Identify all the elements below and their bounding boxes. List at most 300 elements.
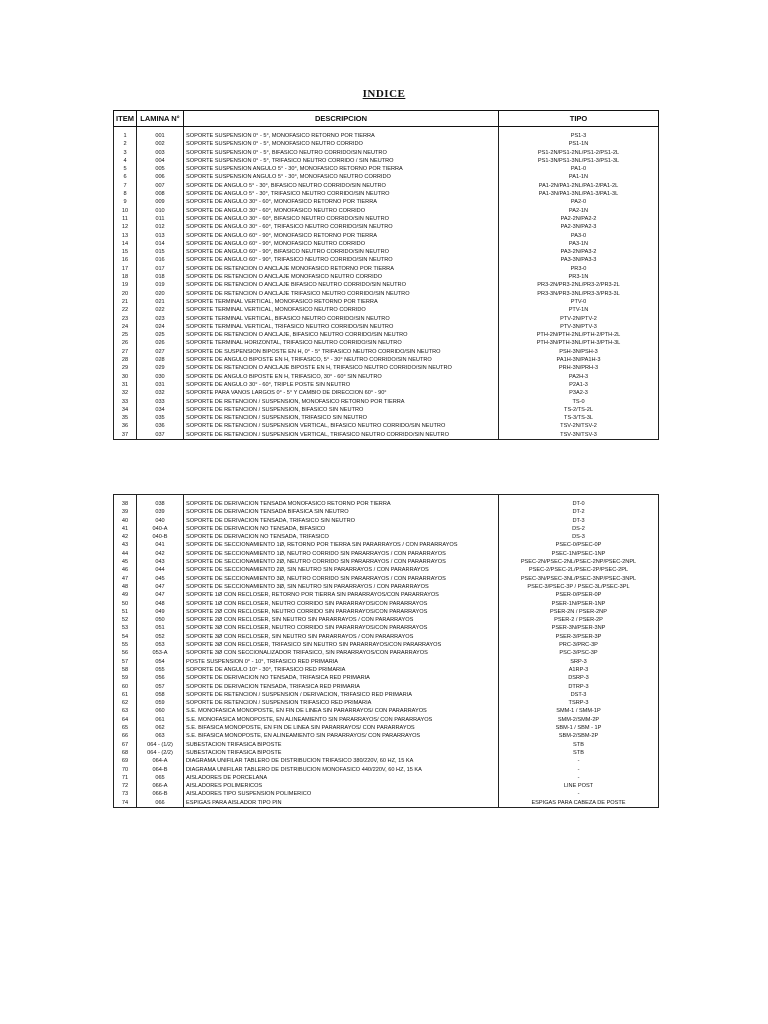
cell-descripcion: AISLADORES TIPO SUSPENSION POLIMERICO xyxy=(184,790,499,798)
cell-item: 24 xyxy=(114,323,137,331)
cell-tipo: PTH-3N/PTH-3NL/PTH-3/PTH-3L xyxy=(499,339,659,347)
table-row xyxy=(114,422,659,430)
cell-descripcion: SOPORTE TERMINAL VERTICAL, MONOFASICO RETORNO POR TIERRA xyxy=(184,298,499,306)
cell-lamina: 064 - (1/2) xyxy=(137,741,184,749)
cell-tipo: PRH-3N/PRH-3 xyxy=(499,364,659,372)
table-row xyxy=(114,414,659,422)
cell-item: 46 xyxy=(114,566,137,574)
cell-lamina: 006 xyxy=(137,173,184,181)
cell-lamina: 036 xyxy=(137,422,184,430)
table-row xyxy=(114,290,659,298)
cell-item: 28 xyxy=(114,356,137,364)
table-header-row xyxy=(114,111,659,127)
table-row xyxy=(114,699,659,707)
cell-descripcion: SOPORTE DE ANGULO 60° - 90°, TRIFASICO NEUTRO CORRIDO/SIN NEUTRO xyxy=(184,256,499,264)
cell-lamina: 027 xyxy=(137,348,184,356)
cell-item: 38 xyxy=(114,500,137,508)
cell-tipo: TSV-3N/TSV-3 xyxy=(499,431,659,440)
cell-descripcion: SOPORTE 1Ø CON RECLOSER, NEUTRO CORRIDO SIN PARARRAYOS/CON PARARRAYOS xyxy=(184,600,499,608)
header-descripcion: DESCRIPCION xyxy=(184,111,499,127)
cell-lamina: 047 xyxy=(137,583,184,591)
cell-item: 20 xyxy=(114,290,137,298)
cell-item: 58 xyxy=(114,666,137,674)
cell-tipo: PSER-2 / PSER-2P xyxy=(499,616,659,624)
cell-tipo: SBM-2/SBM-2P xyxy=(499,732,659,740)
cell-item: 63 xyxy=(114,707,137,715)
cell-descripcion: SOPORTE 3Ø CON RECLOSER, NEUTRO CORRIDO SIN PARARRAYOS/CON PARARRAYOS xyxy=(184,624,499,632)
cell-descripcion: ESPIGAS PARA AISLADOR TIPO PIN xyxy=(184,799,499,808)
cell-item: 44 xyxy=(114,550,137,558)
cell-item: 66 xyxy=(114,732,137,740)
cell-item: 35 xyxy=(114,414,137,422)
table-row xyxy=(114,566,659,574)
cell-descripcion: SOPORTE DE RETENCION O ANCLAJE MONOFASICO RETORNO POR TIERRA xyxy=(184,265,499,273)
table-row xyxy=(114,707,659,715)
cell-tipo: PSER-3/PSER-3P xyxy=(499,633,659,641)
cell-tipo: PSER-1N/PSER-1NP xyxy=(499,600,659,608)
table-row xyxy=(114,683,659,691)
cell-tipo: PA1-2N/PA1-2NL/PA1-2/PA1-2L xyxy=(499,182,659,190)
cell-tipo: PA2H-3 xyxy=(499,373,659,381)
table-row xyxy=(114,157,659,165)
cell-item: 65 xyxy=(114,724,137,732)
table-row xyxy=(114,132,659,140)
table-row xyxy=(114,716,659,724)
cell-lamina: 015 xyxy=(137,248,184,256)
table-row xyxy=(114,331,659,339)
cell-item: 16 xyxy=(114,256,137,264)
cell-lamina: 005 xyxy=(137,165,184,173)
table-row xyxy=(114,517,659,525)
cell-item: 19 xyxy=(114,281,137,289)
cell-item: 69 xyxy=(114,757,137,765)
cell-tipo: PTV-1N xyxy=(499,306,659,314)
cell-item: 7 xyxy=(114,182,137,190)
cell-lamina: 010 xyxy=(137,207,184,215)
cell-lamina: 053 xyxy=(137,641,184,649)
table-row xyxy=(114,207,659,215)
cell-lamina: 003 xyxy=(137,149,184,157)
cell-lamina: 064-A xyxy=(137,757,184,765)
cell-item: 56 xyxy=(114,649,137,657)
cell-lamina: 066-B xyxy=(137,790,184,798)
cell-lamina: 014 xyxy=(137,240,184,248)
cell-tipo: PA1H-3N/PA1H-3 xyxy=(499,356,659,364)
cell-descripcion: SOPORTE DE SECCIONAMIENTO 1Ø, RETORNO POR TIERRA SIN PARARRAYOS / CON PARARRAYOS xyxy=(184,541,499,549)
cell-item: 12 xyxy=(114,223,137,231)
cell-descripcion: S.E. MONOFASICA MONOPOSTE, EN ALINEAMIENTO SIN PARARRAYOS/ CON PARARRAYOS xyxy=(184,716,499,724)
table-row xyxy=(114,525,659,533)
cell-lamina: 024 xyxy=(137,323,184,331)
cell-descripcion: SOPORTE DE ANGULO 30° - 60°, TRIFASICO NEUTRO CORRIDO/SIN NEUTRO xyxy=(184,223,499,231)
table-row xyxy=(114,315,659,323)
cell-descripcion: SOPORTE DE RETENCION O ANCLAJE BIFASICO NEUTRO CORRIDO/SIN NEUTRO xyxy=(184,281,499,289)
cell-descripcion: SOPORTE DE RETENCION / SUSPENSION VERTICAL, BIFASICO NEUTRO CORRIDO/SIN NEUTRO xyxy=(184,422,499,430)
cell-tipo: TS-3/TS-3L xyxy=(499,414,659,422)
cell-lamina: 018 xyxy=(137,273,184,281)
table-row xyxy=(114,757,659,765)
cell-descripcion: SOPORTE DE DERIVACION NO TENSADA, TRIFASICA RED PRIMARIA xyxy=(184,674,499,682)
table-row xyxy=(114,339,659,347)
cell-tipo: TS-2/TS-2L xyxy=(499,406,659,414)
cell-tipo: PTV-2N/PTV-2 xyxy=(499,315,659,323)
table-row xyxy=(114,356,659,364)
cell-lamina: 019 xyxy=(137,281,184,289)
table-row xyxy=(114,741,659,749)
index-table-part-2 xyxy=(113,494,659,808)
cell-descripcion: SOPORTE TERMINAL VERTICAL, BIFASICO NEUTRO CORRIDO/SIN NEUTRO xyxy=(184,315,499,323)
cell-tipo: PRC-3/PRC-3P xyxy=(499,641,659,649)
table-row xyxy=(114,782,659,790)
cell-lamina: 038 xyxy=(137,500,184,508)
cell-descripcion: SUBESTACION TRIFASICA BIPOSTE xyxy=(184,749,499,757)
table-row xyxy=(114,658,659,666)
cell-tipo: PSER-3N/PSER-3NP xyxy=(499,624,659,632)
table-row xyxy=(114,674,659,682)
cell-tipo: PR3-3N/PR3-3NL/PR3-3/PR3-3L xyxy=(499,290,659,298)
cell-lamina: 023 xyxy=(137,315,184,323)
cell-item: 2 xyxy=(114,140,137,148)
cell-lamina: 060 xyxy=(137,707,184,715)
table-row xyxy=(114,232,659,240)
cell-lamina: 049 xyxy=(137,608,184,616)
cell-item: 33 xyxy=(114,398,137,406)
cell-descripcion: SOPORTE SUSPENSION 0° - 5°, MONOFASICO NEUTRO CORRIDO xyxy=(184,140,499,148)
cell-descripcion: SOPORTE SUSPENSION 0° - 5°, MONOFASICO RETORNO POR TIERRA xyxy=(184,132,499,140)
cell-item: 26 xyxy=(114,339,137,347)
cell-lamina: 063 xyxy=(137,732,184,740)
cell-lamina: 064-B xyxy=(137,766,184,774)
cell-descripcion: SOPORTE 1Ø CON RECLOSER, RETORNO POR TIERRA SIN PARARRAYOS/CON PARARRAYOS xyxy=(184,591,499,599)
cell-tipo: PR3-1N xyxy=(499,273,659,281)
cell-tipo: PA3-2N/PA3-2 xyxy=(499,248,659,256)
cell-item: 54 xyxy=(114,633,137,641)
cell-item: 29 xyxy=(114,364,137,372)
cell-tipo: PA1-3N/PA1-3NL/PA1-3/PA1-3L xyxy=(499,190,659,198)
cell-item: 22 xyxy=(114,306,137,314)
table-row xyxy=(114,608,659,616)
cell-lamina: 017 xyxy=(137,265,184,273)
cell-descripcion: SOPORTE DE DERIVACION NO TENSADA, TRIFASICO xyxy=(184,533,499,541)
cell-tipo: PA2-1N xyxy=(499,207,659,215)
cell-item: 72 xyxy=(114,782,137,790)
cell-lamina: 059 xyxy=(137,699,184,707)
cell-item: 45 xyxy=(114,558,137,566)
table-row xyxy=(114,558,659,566)
table-row xyxy=(114,256,659,264)
table-row xyxy=(114,140,659,148)
cell-descripcion: SOPORTE PARA VANOS LARGOS 0° - 5° Y CAMBIO DE DIRECCION 60° - 90° xyxy=(184,389,499,397)
cell-tipo: PA2-0 xyxy=(499,198,659,206)
cell-descripcion: SOPORTE DE SECCIONAMIENTO 3Ø, SIN NEUTRO SIN PARARRAYOS / CON PARARRAYOS xyxy=(184,583,499,591)
cell-descripcion: SOPORTE DE SECCIONAMIENTO 2Ø, SIN NEUTRO SIN PARARRAYOS / CON PARARRAYOS xyxy=(184,566,499,574)
cell-descripcion: SOPORTE DE ANGULO 60° - 90°, BIFASICO NEUTRO CORRIDO/SIN NEUTRO xyxy=(184,248,499,256)
cell-descripcion: SOPORTE DE RETENCION O ANCLAJE, BIFASICO NEUTRO CORRIDO/SIN NEUTRO xyxy=(184,331,499,339)
table-row xyxy=(114,591,659,599)
table-row xyxy=(114,766,659,774)
cell-descripcion: SOPORTE DE ANGULO 30° - 60°, MONOFASICO RETORNO POR TIERRA xyxy=(184,198,499,206)
cell-tipo: LINE POST xyxy=(499,782,659,790)
cell-lamina: 047 xyxy=(137,591,184,599)
table-row xyxy=(114,149,659,157)
cell-lamina: 050 xyxy=(137,616,184,624)
table-row xyxy=(114,306,659,314)
cell-item: 52 xyxy=(114,616,137,624)
cell-lamina: 037 xyxy=(137,431,184,440)
cell-item: 18 xyxy=(114,273,137,281)
cell-descripcion: SOPORTE DE SECCIONAMIENTO 2Ø, NEUTRO CORRIDO SIN PARARRAYOS / CON PARARRAYOS xyxy=(184,558,499,566)
cell-item: 21 xyxy=(114,298,137,306)
cell-tipo: SMM-2/SMM-2P xyxy=(499,716,659,724)
cell-descripcion: SOPORTE DE DERIVACION TENSADA MONOFASICO RETORNO POR TIERRA xyxy=(184,500,499,508)
header-item: ITEM xyxy=(114,111,137,127)
cell-lamina: 052 xyxy=(137,633,184,641)
table-row xyxy=(114,182,659,190)
cell-item: 23 xyxy=(114,315,137,323)
cell-item: 3 xyxy=(114,149,137,157)
cell-lamina: 030 xyxy=(137,373,184,381)
cell-tipo: - xyxy=(499,757,659,765)
cell-tipo: PA1-1N xyxy=(499,173,659,181)
cell-tipo: STB xyxy=(499,749,659,757)
table-row xyxy=(114,616,659,624)
cell-descripcion: SOPORTE DE ANGULO 10° - 30°, TRIFASICO RED PRIMARIA xyxy=(184,666,499,674)
table-row xyxy=(114,248,659,256)
cell-tipo: PSEC-0/PSEC-0P xyxy=(499,541,659,549)
cell-descripcion: SOPORTE DE ANGULO 60° - 90°, MONOFASICO RETORNO POR TIERRA xyxy=(184,232,499,240)
cell-lamina: 040-B xyxy=(137,533,184,541)
cell-descripcion: SOPORTE DE RETENCION O ANCLAJE TRIFASICO NEUTRO CORRIDO/SIN NEUTRO xyxy=(184,290,499,298)
cell-descripcion: POSTE SUSPENSION 0° - 10°, TRIFASICO RED PRIMARIA xyxy=(184,658,499,666)
cell-item: 9 xyxy=(114,198,137,206)
page-title: INDICE xyxy=(362,88,406,100)
cell-descripcion: SOPORTE DE ANGULO 5° - 30°, BIFASICO NEUTRO CORRIDO/SIN NEUTRO xyxy=(184,182,499,190)
table-row xyxy=(114,583,659,591)
cell-item: 15 xyxy=(114,248,137,256)
table-row xyxy=(114,691,659,699)
cell-lamina: 040-A xyxy=(137,525,184,533)
index-table-part-1 xyxy=(113,110,659,440)
header-lamina: LAMINA N° xyxy=(137,111,184,127)
cell-item: 43 xyxy=(114,541,137,549)
cell-item: 47 xyxy=(114,575,137,583)
cell-tipo: PSH-3N/PSH-3 xyxy=(499,348,659,356)
cell-tipo: SRP-3 xyxy=(499,658,659,666)
cell-lamina: 044 xyxy=(137,566,184,574)
cell-item: 31 xyxy=(114,381,137,389)
cell-item: 74 xyxy=(114,799,137,808)
cell-descripcion: SOPORTE DE SUSPENSION BIPOSTE EN H, 0° - 5° TRIFASICO NEUTRO CORRIDO/SIN NEUTRO xyxy=(184,348,499,356)
cell-tipo: DT-2 xyxy=(499,508,659,516)
cell-item: 34 xyxy=(114,406,137,414)
cell-tipo: DSRP-3 xyxy=(499,674,659,682)
table-row xyxy=(114,323,659,331)
cell-descripcion: SOPORTE DE DERIVACION TENSADA, TRIFASICO SIN NEUTRO xyxy=(184,517,499,525)
cell-descripcion: DIAGRAMA UNIFILAR TABLERO DE DISTRIBUCION TRIFASICO 380/220V, 60 HZ, 15 KA xyxy=(184,757,499,765)
cell-lamina: 007 xyxy=(137,182,184,190)
cell-descripcion: S.E. BIFASICA MONOPOSTE, EN FIN DE LINEA SIN PARARRAYOS/ CON PARARRAYOS xyxy=(184,724,499,732)
cell-descripcion: SOPORTE DE RETENCION / SUSPENSION, TRIFASICO SIN NEUTRO xyxy=(184,414,499,422)
table-row xyxy=(114,389,659,397)
table-row xyxy=(114,649,659,657)
cell-descripcion: SOPORTE DE RETENCION / SUSPENSION VERTICAL, TRIFASICO NEUTRO CORRIDO/SIN NEUTRO xyxy=(184,431,499,440)
table-row xyxy=(114,666,659,674)
cell-lamina: 062 xyxy=(137,724,184,732)
cell-descripcion: SOPORTE 3Ø CON RECLOSER, SIN NEUTRO SIN PARARRAYOS / CON PARARRAYOS xyxy=(184,633,499,641)
cell-tipo: P2A1-3 xyxy=(499,381,659,389)
cell-lamina: 012 xyxy=(137,223,184,231)
table-row xyxy=(114,641,659,649)
cell-tipo: SMM-1 / SMM-1P xyxy=(499,707,659,715)
cell-tipo: PSER-0/PSER-0P xyxy=(499,591,659,599)
table-row xyxy=(114,533,659,541)
cell-tipo: SBM-1 / SBM - 1P xyxy=(499,724,659,732)
cell-tipo: PTH-2N/PTH-2NL/PTH-2/PTH-2L xyxy=(499,331,659,339)
cell-descripcion: SOPORTE 3Ø CON RECLOSER, TRIFASICO SIN NEUTRO SIN PARARRAYOS/CON PARARRAYOS xyxy=(184,641,499,649)
cell-descripcion: SUBESTACION TRIFASICA BIPOSTE xyxy=(184,741,499,749)
table-row xyxy=(114,265,659,273)
cell-descripcion: SOPORTE DE SECCIONAMIENTO 1Ø, NEUTRO CORRIDO SIN PARARRAYOS / CON PARARRAYOS xyxy=(184,550,499,558)
cell-descripcion: SOPORTE SUSPENSION 0° - 5°, TRIFASICO NEUTRO CORRIDO / SIN NEUTRO xyxy=(184,157,499,165)
cell-tipo: PSEC-2/PSEC-2L/PSEC-2P/PSEC-2PL xyxy=(499,566,659,574)
cell-descripcion: SOPORTE DE RETENCION / SUSPENSION / DERIVACION, TRIFASICO RED PRIMARIA xyxy=(184,691,499,699)
cell-lamina: 054 xyxy=(137,658,184,666)
cell-item: 30 xyxy=(114,373,137,381)
cell-tipo: DS-3 xyxy=(499,533,659,541)
cell-descripcion: S.E. MONOFASICA MONOPOSTE, EN FIN DE LINEA SIN PARARRAYOS/ CON PARARRAYOS xyxy=(184,707,499,715)
table-row xyxy=(114,749,659,757)
cell-descripcion: SOPORTE DE DERIVACION TENSADA, TRIFASICA RED PRIMARIA xyxy=(184,683,499,691)
cell-tipo: PR3-2N/PR3-2NL/PR3-2/PR3-2L xyxy=(499,281,659,289)
table-row xyxy=(114,724,659,732)
cell-tipo: PSEC-3N/PSEC-3NL/PSEC-3NP/PSEC-3NPL xyxy=(499,575,659,583)
cell-tipo: DT-0 xyxy=(499,500,659,508)
cell-descripcion: SOPORTE DE ANGULO 5° - 30°, TRIFASICO NEUTRO CORRIDO/SIN NEUTRO xyxy=(184,190,499,198)
cell-item: 55 xyxy=(114,641,137,649)
table-row xyxy=(114,198,659,206)
cell-item: 1 xyxy=(114,132,137,140)
cell-tipo: PS1-3N/PS1-3NL/PS1-3/PS1-3L xyxy=(499,157,659,165)
cell-lamina: 065 xyxy=(137,774,184,782)
cell-descripcion: SOPORTE SUSPENSION 0° - 5°, BIFASICO NEUTRO CORRIDO/SIN NEUTRO xyxy=(184,149,499,157)
cell-tipo: PA2-2N/PA2-2 xyxy=(499,215,659,223)
cell-item: 62 xyxy=(114,699,137,707)
cell-descripcion: SOPORTE 2Ø CON RECLOSER, NEUTRO CORRIDO SIN PARARRAYOS/CON PARARRAYOS xyxy=(184,608,499,616)
cell-tipo: - xyxy=(499,766,659,774)
cell-item: 8 xyxy=(114,190,137,198)
cell-item: 50 xyxy=(114,600,137,608)
cell-item: 11 xyxy=(114,215,137,223)
cell-lamina: 039 xyxy=(137,508,184,516)
cell-item: 4 xyxy=(114,157,137,165)
table-row xyxy=(114,273,659,281)
cell-item: 73 xyxy=(114,790,137,798)
cell-descripcion: SOPORTE DE ANGULO 30° - 60°, MONOFASICO NEUTRO CORRIDO xyxy=(184,207,499,215)
cell-item: 13 xyxy=(114,232,137,240)
cell-descripcion: SOPORTE DE RETENCION / SUSPENSION TRIFASICO RED PRIMARIA xyxy=(184,699,499,707)
cell-lamina: 022 xyxy=(137,306,184,314)
cell-descripcion: SOPORTE DE SECCIONAMIENTO 3Ø, NEUTRO CORRIDO SIN PARARRAYOS / CON PARARRAYOS xyxy=(184,575,499,583)
cell-descripcion: SOPORTE DE ANGULO BIPOSTE EN H, TRIFASICO, 5° - 30° NEUTRO CORRIDO/SIN NEUTRO xyxy=(184,356,499,364)
cell-descripcion: SOPORTE DE RETENCION O ANCLAJE BIPOSTE EN H, TRIFASICO NEUTRO CORRIDO/SIN NEUTRO xyxy=(184,364,499,372)
cell-item: 49 xyxy=(114,591,137,599)
table-row xyxy=(114,240,659,248)
cell-item: 10 xyxy=(114,207,137,215)
cell-lamina: 066-A xyxy=(137,782,184,790)
cell-tipo: - xyxy=(499,774,659,782)
cell-descripcion: DIAGRAMA UNIFILAR TABLERO DE DISTRIBUCION MONOFASICO 440/220V, 60 HZ, 15 KA xyxy=(184,766,499,774)
table-row xyxy=(114,799,659,808)
table-row xyxy=(114,633,659,641)
cell-tipo: PSEC-3/PSEC-3P / PSEC-3L/PSEC-3PL xyxy=(499,583,659,591)
cell-descripcion: SOPORTE TERMINAL HORIZONTAL, TRIFASICO NEUTRO CORRIDO/SIN NEUTRO xyxy=(184,339,499,347)
cell-tipo: ESPIGAS PARA CABEZA DE POSTE xyxy=(499,799,659,808)
cell-lamina: 001 xyxy=(137,132,184,140)
cell-lamina: 016 xyxy=(137,256,184,264)
cell-lamina: 064 - (2/2) xyxy=(137,749,184,757)
cell-tipo: PTV-0 xyxy=(499,298,659,306)
cell-lamina: 004 xyxy=(137,157,184,165)
cell-lamina: 058 xyxy=(137,691,184,699)
cell-item: 41 xyxy=(114,525,137,533)
table-row xyxy=(114,790,659,798)
cell-lamina: 066 xyxy=(137,799,184,808)
cell-tipo: PSEC-1N/PSEC-1NP xyxy=(499,550,659,558)
cell-item: 48 xyxy=(114,583,137,591)
cell-item: 40 xyxy=(114,517,137,525)
cell-lamina: 043 xyxy=(137,558,184,566)
cell-tipo: DST-3 xyxy=(499,691,659,699)
cell-descripcion: SOPORTE TERMINAL VERTICAL, MONOFASICO NEUTRO CORRIDO xyxy=(184,306,499,314)
cell-descripcion: AISLADORES POLIMERICOS xyxy=(184,782,499,790)
table-row xyxy=(114,406,659,414)
cell-lamina: 040 xyxy=(137,517,184,525)
cell-lamina: 057 xyxy=(137,683,184,691)
cell-lamina: 033 xyxy=(137,398,184,406)
cell-tipo: DTRP-3 xyxy=(499,683,659,691)
cell-item: 36 xyxy=(114,422,137,430)
table-row xyxy=(114,173,659,181)
cell-item: 5 xyxy=(114,165,137,173)
cell-item: 60 xyxy=(114,683,137,691)
cell-lamina: 042 xyxy=(137,550,184,558)
cell-descripcion: SOPORTE DE ANGULO 30° - 60°, BIFASICO NEUTRO CORRIDO/SIN NEUTRO xyxy=(184,215,499,223)
cell-item: 70 xyxy=(114,766,137,774)
cell-descripcion: SOPORTE SUSPENSION ANGULO 5° - 30°, MONOFASICO RETORNO POR TIERRA xyxy=(184,165,499,173)
cell-tipo: PA3-1N xyxy=(499,240,659,248)
table-row xyxy=(114,190,659,198)
cell-item: 39 xyxy=(114,508,137,516)
cell-tipo: PSC-3/PSC-3P xyxy=(499,649,659,657)
cell-lamina: 045 xyxy=(137,575,184,583)
cell-item: 6 xyxy=(114,173,137,181)
cell-item: 61 xyxy=(114,691,137,699)
cell-tipo: TSRP-3 xyxy=(499,699,659,707)
cell-lamina: 020 xyxy=(137,290,184,298)
header-tipo: TIPO xyxy=(499,111,659,127)
cell-lamina: 056 xyxy=(137,674,184,682)
cell-descripcion: SOPORTE DE RETENCION O ANCLAJE MONOFASICO NEUTRO CORRIDO xyxy=(184,273,499,281)
cell-lamina: 008 xyxy=(137,190,184,198)
cell-lamina: 061 xyxy=(137,716,184,724)
cell-lamina: 013 xyxy=(137,232,184,240)
table-row xyxy=(114,431,659,440)
cell-tipo: PSER-2N / PSER-2NP xyxy=(499,608,659,616)
cell-descripcion: SOPORTE DE DERIVACION NO TENSADA, BIFASICO xyxy=(184,525,499,533)
cell-item: 64 xyxy=(114,716,137,724)
table-row xyxy=(114,541,659,549)
cell-item: 14 xyxy=(114,240,137,248)
